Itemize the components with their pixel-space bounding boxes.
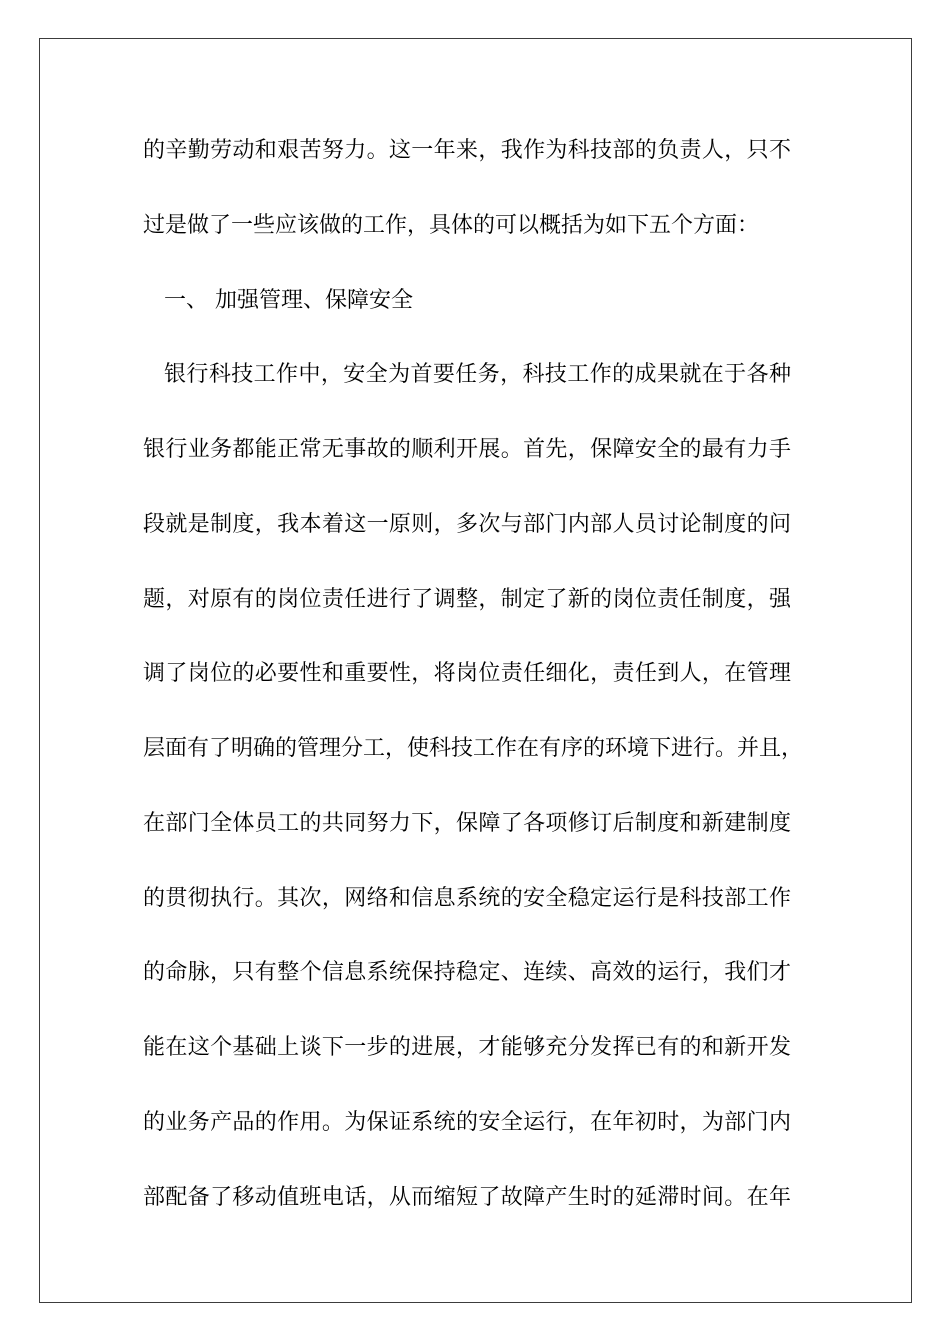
text-line: 调了岗位的必要性和重要性，将岗位责任细化，责任到人，在管理: [143, 661, 791, 687]
text-line: 能在这个基础上谈下一步的进展，才能够充分发挥已有的和新开发: [143, 1035, 791, 1060]
text-line: 的贯彻执行。其次，网络和信息系统的安全稳定运行是科技部工作: [143, 885, 791, 911]
text-line: 的业务产品的作用。为保证系统的安全运行，在年初时，为部门内: [143, 1109, 791, 1135]
text-line: 题，对原有的岗位责任进行了调整，制定了新的岗位责任制度，强: [143, 586, 791, 612]
text-line: 的辛勤劳动和艰苦努力。这一年来，我作为科技部的负责人，只不: [143, 138, 791, 163]
text-line: 银行业务都能正常无事故的顺利开展。首先，保障安全的最有力手: [143, 437, 791, 462]
text-line: 在部门全体员工的共同努力下，保障了各项修订后制度和新建制度: [143, 810, 791, 836]
text-line: 的命脉，只有整个信息系统保持稳定、连续、高效的运行，我们才: [143, 960, 791, 986]
text-line: 层面有了明确的管理分工，使科技工作在有序的环境下进行。并且，: [143, 736, 804, 761]
text-line: 部配备了移动值班电话，从而缩短了故障产生时的延滞时间。在年: [143, 1184, 791, 1210]
text-line: 过是做了一些应该做的工作，具体的可以概括为如下五个方面：: [143, 212, 760, 238]
text-line: 段就是制度，我本着这一原则，多次与部门内部人员讨论制度的问: [143, 511, 791, 537]
text-line: 银行科技工作中，安全为首要任务，科技工作的成果就在于各种: [164, 362, 791, 388]
document-body: [143, 114, 804, 1235]
section-heading: 一、 加强管理、保障安全: [164, 287, 413, 313]
